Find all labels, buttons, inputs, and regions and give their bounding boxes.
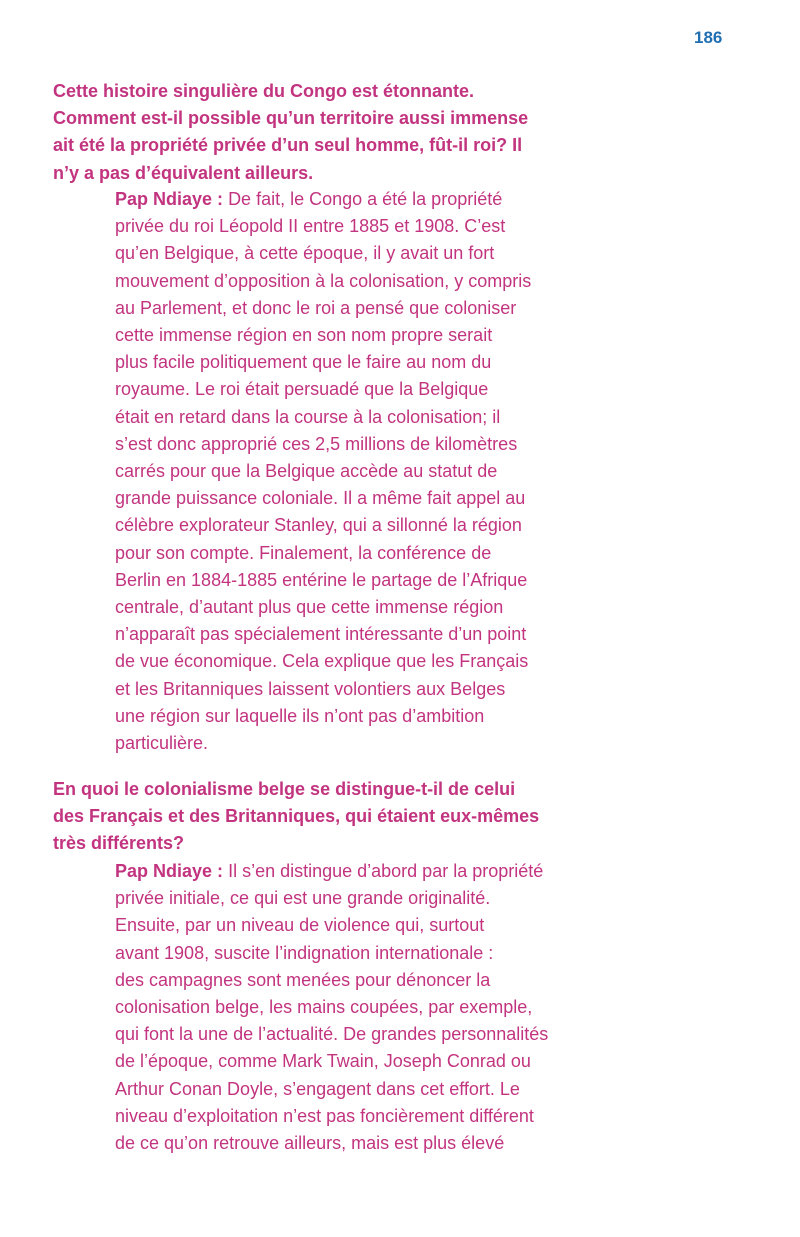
answer-line: Berlin en 1884-1885 entérine le partage de l’Afrique (115, 569, 528, 590)
answer-line: de vue économique. Cela explique que les Français (115, 651, 529, 672)
answer-line: grande puissance coloniale. Il a même fait appel au (115, 488, 526, 509)
question-line: très différents? (53, 833, 185, 854)
question-line: n’y a pas d’équivalent ailleurs. (53, 162, 314, 183)
answer-text: Il s’en distingue d’abord par la propriété (228, 861, 544, 881)
question-line: En quoi le colonialisme belge se distingue-t-il de celui (53, 779, 516, 799)
answer-line: célèbre explorateur Stanley, qui a sillonné la région (115, 515, 522, 536)
question-line: ait été la propriété privée d’un seul homme, fût-il roi? Il (53, 135, 523, 156)
answer-line: carrés pour que la Belgique accède au statut de (115, 461, 498, 482)
answer-line: avant 1908, suscite l’indignation internationale : (115, 942, 494, 963)
answer-line: une région sur laquelle ils n’ont pas d’ambition (115, 705, 485, 726)
answer-line: particulière. (115, 733, 209, 754)
answer-text: De fait, le Congo a été la propriété (228, 189, 503, 209)
answer-line: au Parlement, et donc le roi a pensé que coloniser (115, 297, 517, 318)
answer-line: privée du roi Léopold II entre 1885 et 1908. C’est (115, 216, 506, 237)
answer-line: royaume. Le roi était persuadé que la Belgique (115, 379, 489, 400)
answer-line: et les Britanniques laissent volontiers aux Belges (115, 678, 506, 699)
interview-answer-2 (115, 858, 585, 1157)
answer-line: colonisation belge, les mains coupées, par exemple, (115, 997, 533, 1018)
answer-line: plus facile politiquement que le faire au nom du (115, 352, 492, 373)
answer-line: de l’époque, comme Mark Twain, Joseph Conrad ou (115, 1051, 531, 1072)
answer-line: de ce qu’on retrouve ailleurs, mais est plus élevé (115, 1133, 505, 1154)
question-line: Cette histoire singulière du Congo est étonnante. (53, 81, 475, 101)
speaker-name: Pap Ndiaye : (115, 189, 224, 209)
speaker-name: Pap Ndiaye : (115, 861, 224, 881)
answer-first-line (115, 858, 585, 885)
answer-line: Arthur Conan Doyle, s’engagent dans cet effort. Le (115, 1078, 520, 1099)
question-line: des Français et des Britanniques, qui étaient eux-mêmes (53, 806, 540, 827)
interview-question-1 (53, 78, 573, 187)
question-line: Comment est-il possible qu’un territoire aussi immense (53, 108, 529, 129)
answer-line: s’est donc approprié ces 2,5 millions de kilomètres (115, 433, 518, 454)
interview-answer-1 (115, 186, 585, 757)
answer-line: cette immense région en son nom propre serait (115, 325, 493, 346)
answer-line: centrale, d’autant plus que cette immense région (115, 597, 504, 618)
answer-line: niveau d’exploitation n’est pas foncièrement différent (115, 1105, 534, 1126)
answer-line: pour son compte. Finalement, la conférence de (115, 542, 492, 563)
answer-line: des campagnes sont menées pour dénoncer la (115, 969, 491, 990)
answer-line: qui font la une de l’actualité. De grandes personnalités (115, 1024, 549, 1045)
answer-line: n’apparaît pas spécialement intéressante d’un point (115, 624, 527, 645)
interview-question-2 (53, 776, 573, 858)
answer-line: qu’en Belgique, à cette époque, il y avait un fort (115, 243, 495, 264)
answer-line: mouvement d’opposition à la colonisation, y compris (115, 270, 532, 291)
answer-first-line (115, 186, 585, 213)
answer-line: privée initiale, ce qui est une grande originalité. (115, 888, 491, 909)
page-number: 186 (694, 28, 723, 47)
answer-line: Ensuite, par un niveau de violence qui, surtout (115, 915, 485, 936)
answer-line: était en retard dans la course à la colonisation; il (115, 406, 501, 427)
